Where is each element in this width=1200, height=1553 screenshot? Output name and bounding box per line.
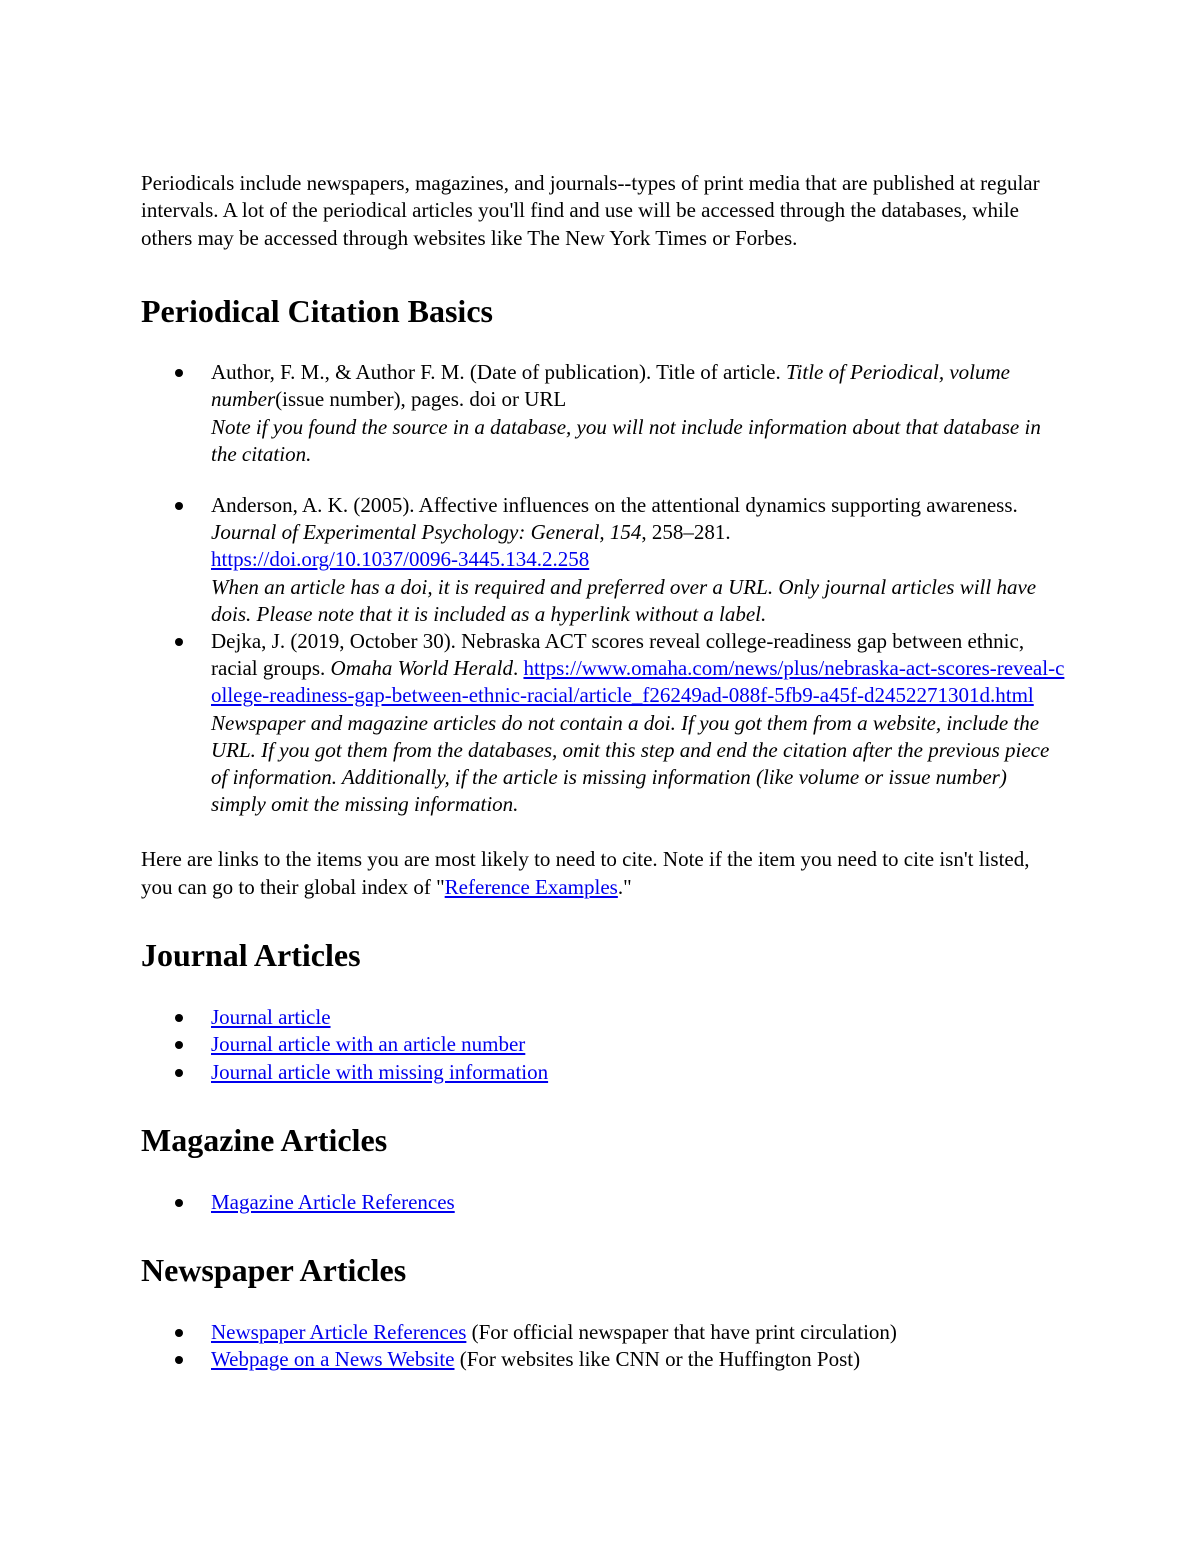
news-website-link[interactable]: Webpage on a News Website bbox=[211, 1347, 455, 1372]
citation-periodical: Omaha World Herald bbox=[330, 656, 513, 681]
newspaper-url-link[interactable]: https://www.omaha.com/news/plus/nebraska-act-scores-reveal-college-readiness-gap-between-ethnic-racial/article_f26249ad-088f-5fb9-a45f-d2452271301d.html bbox=[211, 656, 1065, 708]
bullet-icon bbox=[175, 1199, 183, 1207]
journal-article-link[interactable]: Journal article bbox=[211, 1005, 331, 1030]
citation-note: When an article has a doi, it is required and preferred over a URL. Only journal articles will have dois. Please note that it is included as a hyperlink without a label. bbox=[211, 574, 1037, 626]
list-item bbox=[141, 1319, 1066, 1346]
citation-text: Anderson, A. K. (2005). Affective influences on the attentional dynamics supporting awareness. bbox=[211, 493, 1018, 518]
citation-note: Note if you found the source in a database, you will not include information about that database in the citation. bbox=[211, 414, 1041, 466]
list-item bbox=[141, 1346, 1066, 1373]
citation-text: . bbox=[512, 656, 524, 681]
newspaper-references-link[interactable]: Newspaper Article References bbox=[211, 1320, 467, 1345]
reference-examples-link[interactable]: Reference Examples bbox=[444, 874, 618, 899]
link-description: (For official newspaper that have print circulation) bbox=[466, 1320, 897, 1345]
link-description: (For websites like CNN or the Huffington Post) bbox=[454, 1347, 861, 1372]
bullet-icon bbox=[175, 1356, 183, 1364]
list-item bbox=[141, 1004, 1066, 1031]
list-item-example-journal bbox=[141, 492, 1066, 628]
heading-citation-basics: Periodical Citation Basics bbox=[141, 293, 493, 330]
bullet-icon bbox=[175, 1329, 183, 1337]
journal-article-number-link[interactable]: Journal article with an article number bbox=[211, 1032, 526, 1057]
links-intro-paragraph bbox=[141, 846, 1066, 901]
bullet-icon bbox=[175, 369, 183, 377]
list-item-template bbox=[141, 359, 1066, 468]
document-page bbox=[141, 170, 1066, 1374]
citation-periodical: Title of Periodical, volume number bbox=[211, 360, 1010, 412]
links-intro-end: ." bbox=[617, 874, 632, 899]
list-item bbox=[141, 1031, 1066, 1058]
bullet-icon bbox=[175, 638, 183, 646]
citation-text: , 258–281. bbox=[641, 520, 731, 545]
bullet-icon bbox=[175, 1069, 183, 1077]
citation-periodical: Journal of Experimental Psychology: General, 154 bbox=[211, 520, 642, 545]
citation-note: Newspaper and magazine articles do not contain a doi. If you got them from a website, include the URL. If you got them from the databases, omit this step and end the citation after the previous piece of information. Additionally, if the article is missing information (like volume or issue number) simply omit the missing information. bbox=[211, 710, 1050, 817]
citation-text: Dejka, J. (2019, October 30). Nebraska ACT scores reveal college-readiness gap between ethnic, racial groups. bbox=[211, 629, 1025, 681]
list-item-example-newspaper bbox=[141, 628, 1066, 818]
magazine-links-list bbox=[141, 1189, 1066, 1216]
bullet-icon bbox=[175, 1014, 183, 1022]
heading-magazine-articles: Magazine Articles bbox=[141, 1121, 388, 1158]
bullet-icon bbox=[175, 1041, 183, 1049]
doi-link[interactable]: https://doi.org/10.1037/0096-3445.134.2.258 bbox=[211, 547, 590, 572]
newspaper-links-list bbox=[141, 1319, 1066, 1373]
list-item bbox=[141, 1189, 1066, 1216]
intro-paragraph: Periodicals include newspapers, magazines, and journals--types of print media that are published at regular intervals. A lot of the periodical articles you'll find and use will be accessed through the databases, while others may be accessed through websites like The New York Times or Forbes. bbox=[141, 171, 1040, 250]
bullet-icon bbox=[175, 502, 183, 510]
heading-newspaper-articles: Newspaper Articles bbox=[141, 1252, 407, 1289]
list-item bbox=[141, 1059, 1066, 1086]
citation-basics-list bbox=[141, 359, 1066, 818]
journal-links-list bbox=[141, 1004, 1066, 1086]
journal-article-missing-info-link[interactable]: Journal article with missing information bbox=[211, 1059, 549, 1084]
citation-text: Author, F. M., & Author F. M. (Date of publication). Title of article. bbox=[211, 360, 786, 385]
magazine-references-link[interactable]: Magazine Article References bbox=[211, 1189, 455, 1214]
links-intro-text: Here are links to the items you are most likely to need to cite. Note if the item you need to cite isn't listed, you can go to their global index of " bbox=[141, 847, 1030, 899]
heading-journal-articles: Journal Articles bbox=[141, 937, 361, 974]
citation-text: (issue number), pages. doi or URL bbox=[275, 387, 567, 412]
